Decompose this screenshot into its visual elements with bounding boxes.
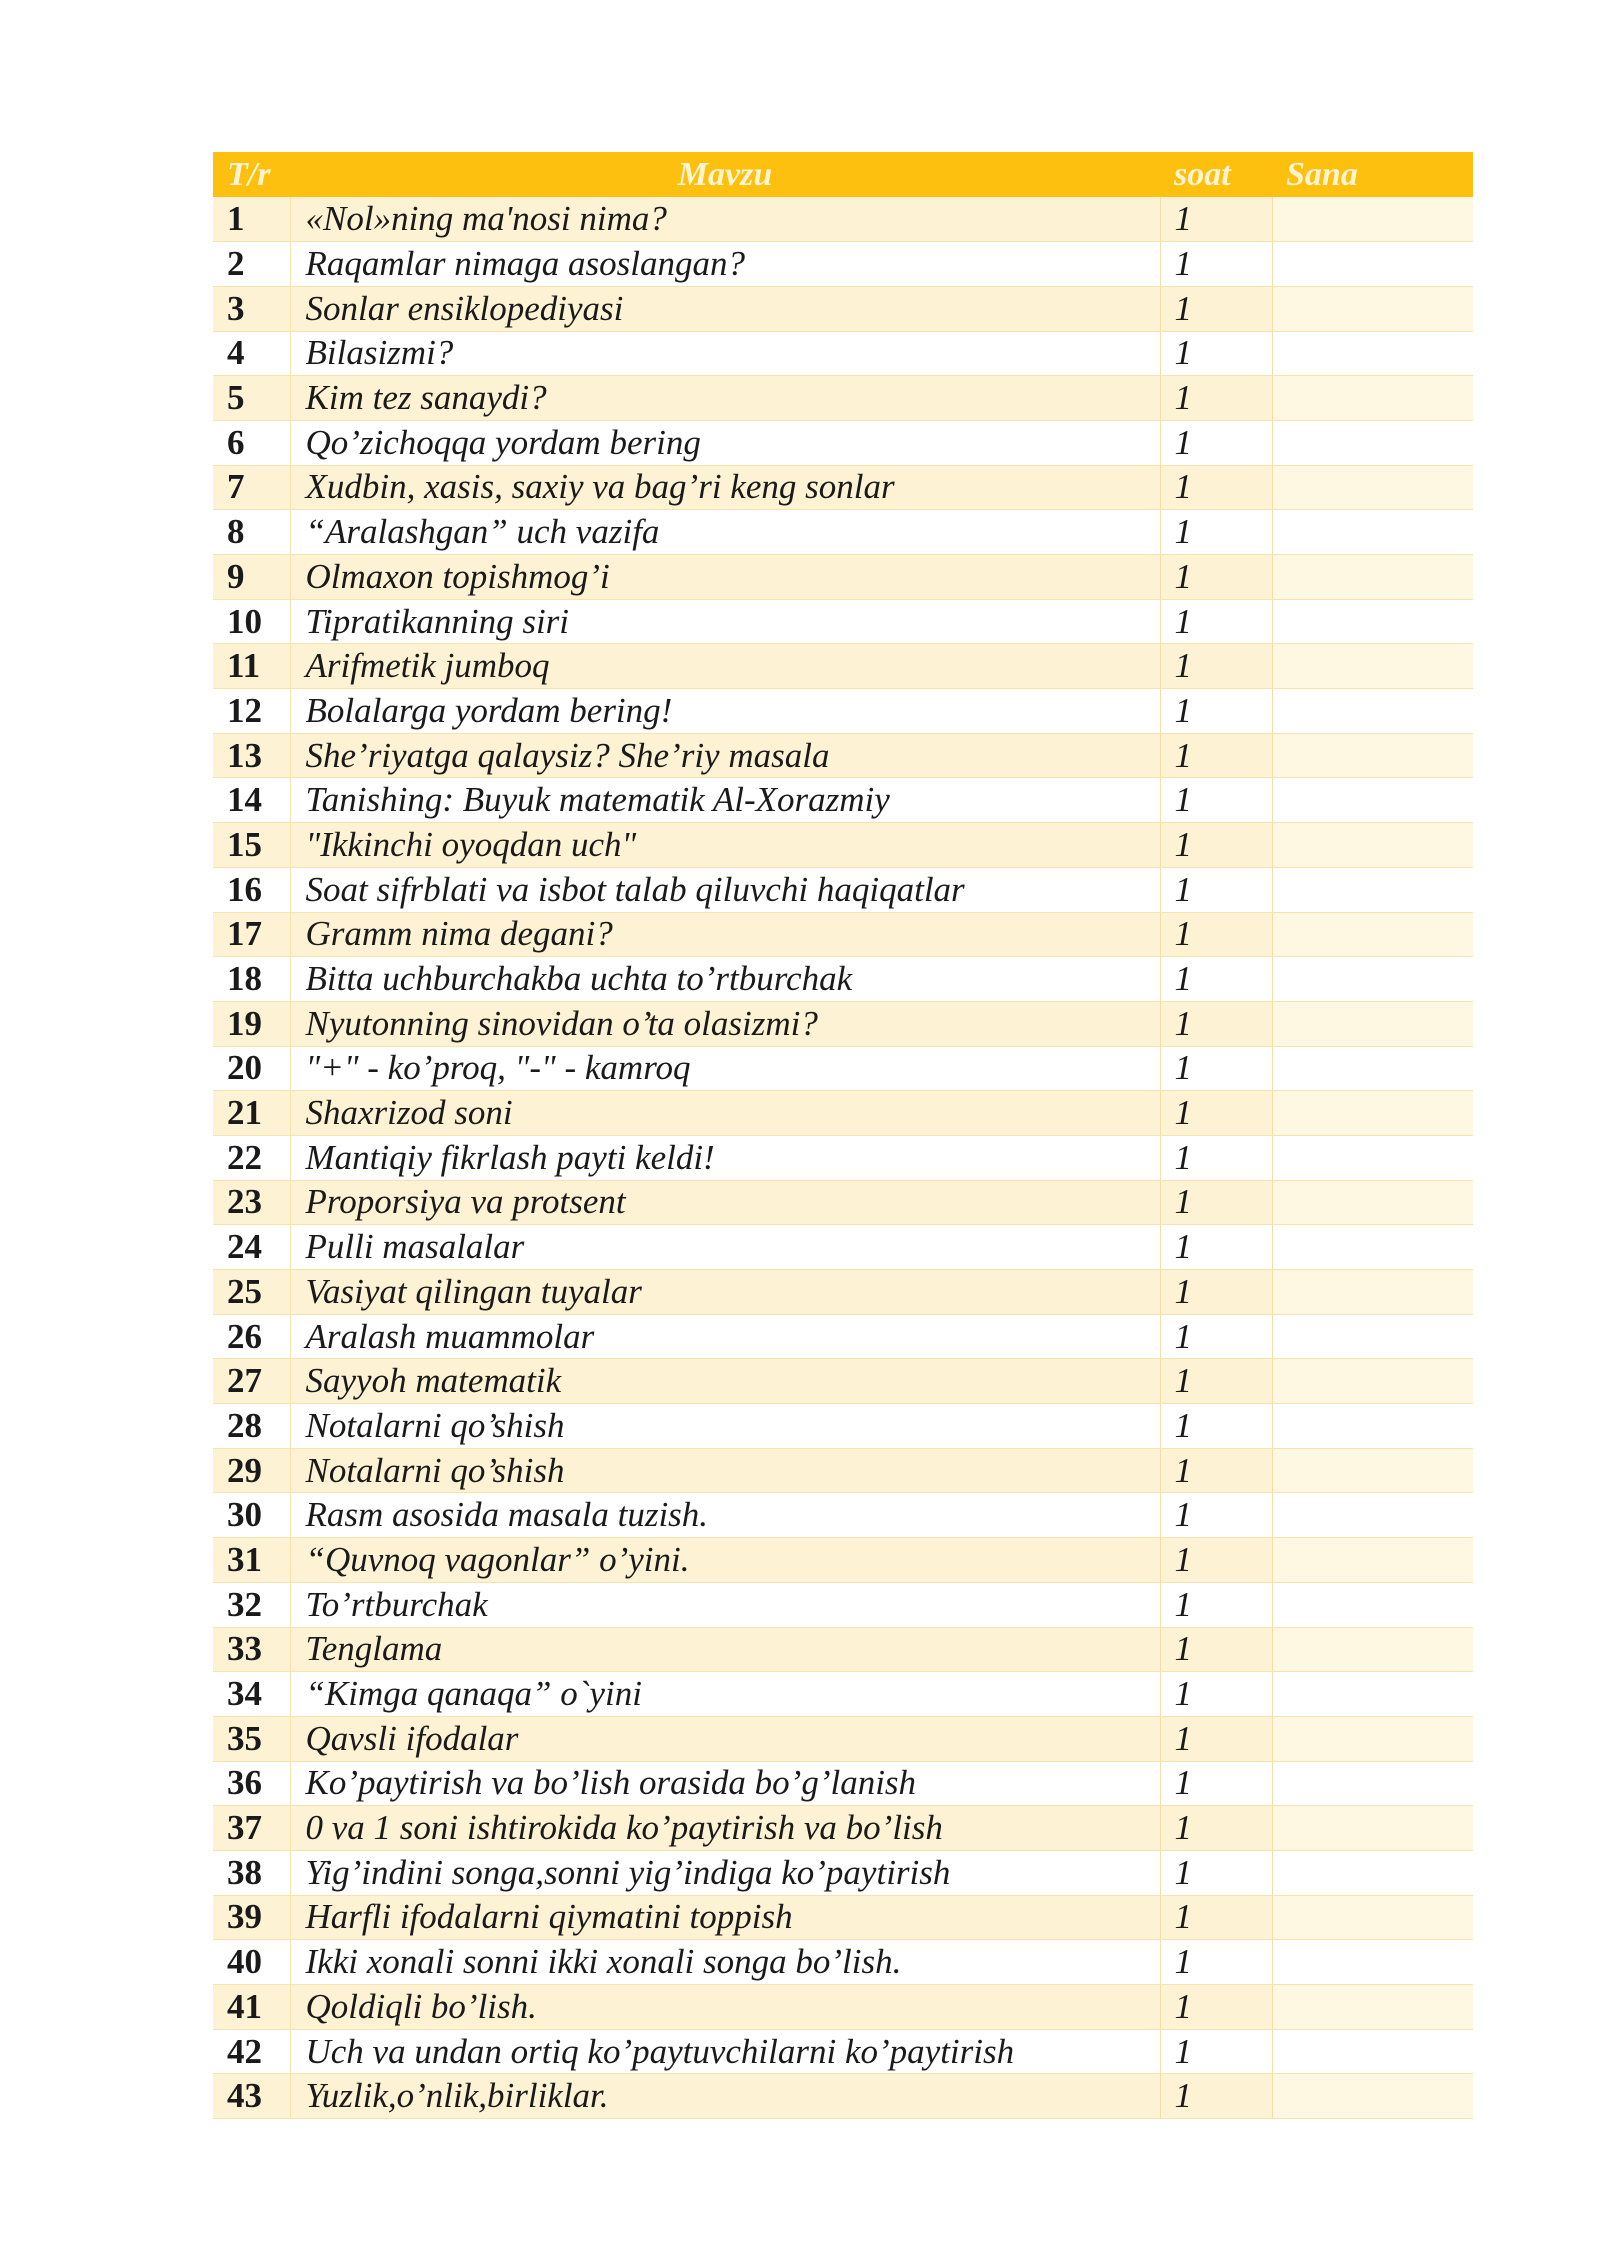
- row-date: [1272, 2074, 1473, 2119]
- row-number: 28: [213, 1404, 290, 1449]
- row-number: 12: [213, 689, 290, 734]
- table-body: [213, 197, 1473, 2119]
- row-date: [1272, 867, 1473, 912]
- table-row: [213, 733, 1473, 778]
- row-date: [1272, 331, 1473, 376]
- row-topic: Qavsli ifodalar: [290, 1716, 1160, 1761]
- row-number: 16: [213, 867, 290, 912]
- row-hours: 1: [1160, 823, 1272, 868]
- table-row: [213, 2029, 1473, 2074]
- row-number: 26: [213, 1314, 290, 1359]
- row-date: [1272, 1850, 1473, 1895]
- row-topic: She’riyatga qalaysiz? She’riy masala: [290, 733, 1160, 778]
- row-topic: "+" - ko’proq, "-" - kamroq: [290, 1046, 1160, 1091]
- row-hours: 1: [1160, 733, 1272, 778]
- row-hours: 1: [1160, 1091, 1272, 1136]
- row-number: 2: [213, 242, 290, 287]
- row-topic: Harfli ifodalarni qiymatini toppish: [290, 1895, 1160, 1940]
- row-topic: Bitta uchburchakba uchta to’rtburchak: [290, 957, 1160, 1002]
- row-number: 32: [213, 1582, 290, 1627]
- row-hours: 1: [1160, 1627, 1272, 1672]
- table-row: [213, 1448, 1473, 1493]
- table-row: [213, 599, 1473, 644]
- table-row: [213, 1582, 1473, 1627]
- row-topic: Rasm asosida masala tuzish.: [290, 1493, 1160, 1538]
- row-number: 5: [213, 376, 290, 421]
- row-date: [1272, 1225, 1473, 1270]
- table-row: [213, 1627, 1473, 1672]
- table-row: [213, 1985, 1473, 2030]
- table-row: [213, 1404, 1473, 1449]
- row-hours: 1: [1160, 1270, 1272, 1315]
- row-topic: Proporsiya va protsent: [290, 1180, 1160, 1225]
- row-date: [1272, 376, 1473, 421]
- row-number: 14: [213, 778, 290, 823]
- row-number: 24: [213, 1225, 290, 1270]
- table-row: [213, 823, 1473, 868]
- row-number: 3: [213, 286, 290, 331]
- lesson-plan-table: [213, 152, 1473, 2119]
- row-number: 30: [213, 1493, 290, 1538]
- row-topic: To’rtburchak: [290, 1582, 1160, 1627]
- row-hours: 1: [1160, 1314, 1272, 1359]
- row-hours: 1: [1160, 197, 1272, 242]
- row-topic: 0 va 1 soni ishtirokida ko’paytirish va bo’lish: [290, 1806, 1160, 1851]
- row-topic: Sayyoh matematik: [290, 1359, 1160, 1404]
- row-date: [1272, 1314, 1473, 1359]
- row-number: 42: [213, 2029, 290, 2074]
- row-topic: Tanishing: Buyuk matematik Al-Xorazmiy: [290, 778, 1160, 823]
- row-topic: Sonlar ensiklopediyasi: [290, 286, 1160, 331]
- table-row: [213, 555, 1473, 600]
- row-date: [1272, 1270, 1473, 1315]
- row-number: 7: [213, 465, 290, 510]
- row-topic: “Kimga qanaqa” o`yini: [290, 1672, 1160, 1717]
- row-date: [1272, 1716, 1473, 1761]
- row-number: 25: [213, 1270, 290, 1315]
- row-hours: 1: [1160, 1716, 1272, 1761]
- row-hours: 1: [1160, 867, 1272, 912]
- row-hours: 1: [1160, 1359, 1272, 1404]
- row-date: [1272, 1582, 1473, 1627]
- row-date: [1272, 1940, 1473, 1985]
- row-date: [1272, 555, 1473, 600]
- row-hours: 1: [1160, 242, 1272, 287]
- row-topic: "Ikkinchi oyoqdan uch": [290, 823, 1160, 868]
- row-number: 15: [213, 823, 290, 868]
- row-hours: 1: [1160, 555, 1272, 600]
- row-hours: 1: [1160, 912, 1272, 957]
- header-topic: Mavzu: [677, 155, 773, 193]
- row-hours: 1: [1160, 1940, 1272, 1985]
- row-number: 39: [213, 1895, 290, 1940]
- table-row: [213, 1716, 1473, 1761]
- row-number: 21: [213, 1091, 290, 1136]
- row-date: [1272, 1180, 1473, 1225]
- row-number: 41: [213, 1985, 290, 2030]
- row-topic: Qo’zichoqqa yordam bering: [290, 420, 1160, 465]
- table-row: [213, 1895, 1473, 1940]
- row-topic: Yig’indini songa,sonni yig’indiga ko’paytirish: [290, 1850, 1160, 1895]
- table-row: [213, 1091, 1473, 1136]
- row-date: [1272, 644, 1473, 689]
- row-number: 6: [213, 420, 290, 465]
- row-hours: 1: [1160, 1806, 1272, 1851]
- row-topic: Pulli masalalar: [290, 1225, 1160, 1270]
- table-row: [213, 1180, 1473, 1225]
- row-hours: 1: [1160, 1538, 1272, 1583]
- row-date: [1272, 1761, 1473, 1806]
- row-date: [1272, 1538, 1473, 1583]
- row-topic: Yuzlik,o’nlik,birliklar.: [290, 2074, 1160, 2119]
- table-row: [213, 778, 1473, 823]
- row-date: [1272, 1091, 1473, 1136]
- row-hours: 1: [1160, 465, 1272, 510]
- row-topic: Soat sifrblati va isbot talab qiluvchi haqiqatlar: [290, 867, 1160, 912]
- row-date: [1272, 197, 1473, 242]
- row-date: [1272, 689, 1473, 734]
- row-topic: Bilasizmi?: [290, 331, 1160, 376]
- table-row: [213, 867, 1473, 912]
- row-topic: Gramm nima degani?: [290, 912, 1160, 957]
- row-topic: Arifmetik jumboq: [290, 644, 1160, 689]
- table-row: [213, 1225, 1473, 1270]
- row-number: 29: [213, 1448, 290, 1493]
- row-hours: 1: [1160, 331, 1272, 376]
- table-row: [213, 1538, 1473, 1583]
- row-number: 33: [213, 1627, 290, 1672]
- row-hours: 1: [1160, 286, 1272, 331]
- row-number: 9: [213, 555, 290, 600]
- row-date: [1272, 286, 1473, 331]
- row-hours: 1: [1160, 1180, 1272, 1225]
- row-topic: Notalarni qo’shish: [290, 1448, 1160, 1493]
- table-row: [213, 376, 1473, 421]
- row-hours: 1: [1160, 689, 1272, 734]
- row-hours: 1: [1160, 1225, 1272, 1270]
- row-date: [1272, 242, 1473, 287]
- row-topic: Ikki xonali sonni ikki xonali songa bo’lish.: [290, 1940, 1160, 1985]
- row-hours: 1: [1160, 1672, 1272, 1717]
- row-hours: 1: [1160, 1895, 1272, 1940]
- row-topic: “Quvnoq vagonlar” o’yini.: [290, 1538, 1160, 1583]
- row-topic: Shaxrizod soni: [290, 1091, 1160, 1136]
- table-row: [213, 465, 1473, 510]
- row-hours: 1: [1160, 1001, 1272, 1046]
- table-row: [213, 1270, 1473, 1315]
- row-date: [1272, 1001, 1473, 1046]
- row-number: 4: [213, 331, 290, 376]
- row-date: [1272, 912, 1473, 957]
- row-topic: Uch va undan ortiq ko’paytuvchilarni ko’paytirish: [290, 2029, 1160, 2074]
- row-hours: 1: [1160, 1404, 1272, 1449]
- row-number: 43: [213, 2074, 290, 2119]
- row-hours: 1: [1160, 376, 1272, 421]
- row-hours: 1: [1160, 1493, 1272, 1538]
- row-topic: Kim tez sanaydi?: [290, 376, 1160, 421]
- row-topic: Notalarni qo’shish: [290, 1404, 1160, 1449]
- row-date: [1272, 733, 1473, 778]
- row-number: 35: [213, 1716, 290, 1761]
- row-date: [1272, 599, 1473, 644]
- row-date: [1272, 1806, 1473, 1851]
- row-number: 37: [213, 1806, 290, 1851]
- row-number: 36: [213, 1761, 290, 1806]
- table-row: [213, 1761, 1473, 1806]
- row-number: 8: [213, 510, 290, 555]
- row-topic: Olmaxon topishmog’i: [290, 555, 1160, 600]
- row-date: [1272, 1493, 1473, 1538]
- table-header-row: [213, 152, 1473, 197]
- table-row: [213, 1850, 1473, 1895]
- row-topic: Bolalarga yordam bering!: [290, 689, 1160, 734]
- row-topic: Nyutonning sinovidan o’ta olasizmi?: [290, 1001, 1160, 1046]
- row-hours: 1: [1160, 599, 1272, 644]
- table-row: [213, 510, 1473, 555]
- header-date: Sana: [1286, 155, 1358, 193]
- row-number: 11: [213, 644, 290, 689]
- table-row: [213, 1806, 1473, 1851]
- table-row: [213, 644, 1473, 689]
- table-row: [213, 689, 1473, 734]
- row-hours: 1: [1160, 2029, 1272, 2074]
- row-date: [1272, 1672, 1473, 1717]
- row-hours: 1: [1160, 420, 1272, 465]
- row-date: [1272, 1627, 1473, 1672]
- row-topic: Vasiyat qilingan tuyalar: [290, 1270, 1160, 1315]
- table-row: [213, 1046, 1473, 1091]
- row-number: 23: [213, 1180, 290, 1225]
- row-hours: 1: [1160, 1448, 1272, 1493]
- row-date: [1272, 465, 1473, 510]
- row-number: 20: [213, 1046, 290, 1091]
- row-number: 40: [213, 1940, 290, 1985]
- row-date: [1272, 823, 1473, 868]
- row-date: [1272, 778, 1473, 823]
- row-date: [1272, 510, 1473, 555]
- table-row: [213, 912, 1473, 957]
- row-topic: Tenglama: [290, 1627, 1160, 1672]
- table-row: [213, 2074, 1473, 2119]
- table-row: [213, 242, 1473, 287]
- row-hours: 1: [1160, 2074, 1272, 2119]
- table-row: [213, 1359, 1473, 1404]
- row-date: [1272, 1404, 1473, 1449]
- row-hours: 1: [1160, 510, 1272, 555]
- table-row: [213, 420, 1473, 465]
- row-number: 38: [213, 1850, 290, 1895]
- row-topic: Tipratikanning siri: [290, 599, 1160, 644]
- table-row: [213, 1001, 1473, 1046]
- table-row: [213, 1135, 1473, 1180]
- row-date: [1272, 1448, 1473, 1493]
- row-number: 17: [213, 912, 290, 957]
- row-topic: Qoldiqli bo’lish.: [290, 1985, 1160, 2030]
- table-row: [213, 331, 1473, 376]
- row-hours: 1: [1160, 778, 1272, 823]
- row-number: 1: [213, 197, 290, 242]
- row-hours: 1: [1160, 1850, 1272, 1895]
- row-number: 34: [213, 1672, 290, 1717]
- header-number: T/r: [227, 155, 271, 193]
- row-date: [1272, 1359, 1473, 1404]
- header-hours: soat: [1174, 155, 1231, 193]
- table-row: [213, 286, 1473, 331]
- row-topic: “Aralashgan” uch vazifa: [290, 510, 1160, 555]
- row-date: [1272, 1046, 1473, 1091]
- row-hours: 1: [1160, 1985, 1272, 2030]
- row-date: [1272, 1985, 1473, 2030]
- row-date: [1272, 420, 1473, 465]
- row-hours: 1: [1160, 1046, 1272, 1091]
- table-row: [213, 1672, 1473, 1717]
- row-number: 13: [213, 733, 290, 778]
- row-number: 19: [213, 1001, 290, 1046]
- row-topic: Xudbin, xasis, saxiy va bag’ri keng sonlar: [290, 465, 1160, 510]
- table-row: [213, 197, 1473, 242]
- row-topic: Raqamlar nimaga asoslangan?: [290, 242, 1160, 287]
- row-topic: Aralash muammolar: [290, 1314, 1160, 1359]
- row-date: [1272, 2029, 1473, 2074]
- row-date: [1272, 957, 1473, 1002]
- row-number: 10: [213, 599, 290, 644]
- table-row: [213, 1493, 1473, 1538]
- table-row: [213, 1314, 1473, 1359]
- row-hours: 1: [1160, 1135, 1272, 1180]
- row-number: 22: [213, 1135, 290, 1180]
- row-hours: 1: [1160, 1582, 1272, 1627]
- row-hours: 1: [1160, 1761, 1272, 1806]
- table-row: [213, 957, 1473, 1002]
- row-number: 18: [213, 957, 290, 1002]
- row-topic: Mantiqiy fikrlash payti keldi!: [290, 1135, 1160, 1180]
- row-hours: 1: [1160, 644, 1272, 689]
- row-date: [1272, 1135, 1473, 1180]
- row-number: 27: [213, 1359, 290, 1404]
- row-topic: «Nol»ning ma'nosi nima?: [290, 197, 1160, 242]
- row-hours: 1: [1160, 957, 1272, 1002]
- table-row: [213, 1940, 1473, 1985]
- row-number: 31: [213, 1538, 290, 1583]
- row-topic: Ko’paytirish va bo’lish orasida bo’g’lanish: [290, 1761, 1160, 1806]
- row-date: [1272, 1895, 1473, 1940]
